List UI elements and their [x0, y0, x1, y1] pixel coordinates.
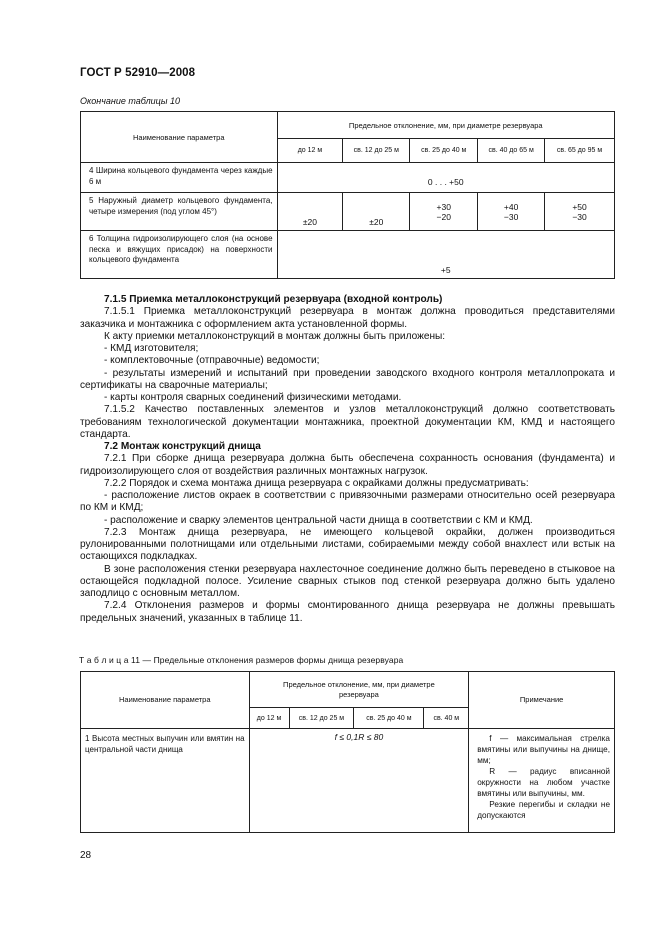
- list-item: - КМД изготовителя;: [104, 343, 199, 354]
- table11-subheader: св. 40 м: [424, 708, 469, 729]
- table10-merged-value: +5: [440, 265, 451, 275]
- table10-header-param: Наименование параметра: [81, 112, 278, 163]
- table10-value-cell: [545, 193, 615, 231]
- paragraph: 7.2.1 При сборке днища резервуара должна быть обеспечена сохранность основания (фундамента) и гидроизолирующего слоя от воздействия различных монтажных нагрузок.: [80, 453, 615, 477]
- table10-value-cell: [410, 193, 478, 231]
- table11-formula-cell: [249, 729, 469, 833]
- table11-formula: f ≤ 0,1R ≤ 80: [334, 732, 384, 742]
- table10-value-cell: [343, 193, 410, 231]
- paragraph: 7.2.4 Отклонения размеров и формы смонтированного днища резервуара не должны превышать предельных значений, указанных в таблице 11.: [80, 600, 615, 624]
- paragraph: В зоне расположения стенки резервуара нахлесточное соединение должно быть переведено в стыковое на остающейся подкладной полосе. Усиление сварных стыков под стенкой резервуара должно быть удалено заподлицо с основным металлом.: [80, 563, 615, 599]
- table10-caption: Окончание таблицы 10: [80, 96, 180, 106]
- table-10: [80, 111, 615, 279]
- table11-note-cell: [469, 729, 615, 833]
- section-heading: 7.2 Монтаж конструкций днища: [104, 441, 261, 452]
- list-item: - результаты измерений и испытаний при проведении заводского входного контроля металлопроката и сертификаты на сварочные материалы;: [80, 367, 615, 391]
- table10-value-cell: [277, 231, 614, 279]
- table10-value-cell: [277, 163, 614, 193]
- table10-value: ±20: [302, 217, 317, 227]
- table-11: [80, 671, 615, 833]
- table11-header-group: [249, 672, 469, 708]
- table10-value-upper: +30: [436, 202, 451, 212]
- table11-subheader: св. 25 до 40 м: [354, 708, 424, 729]
- page-number: 28: [80, 850, 92, 861]
- list-item: - комплектовочные (отправочные) ведомости;: [104, 355, 320, 367]
- paragraph: 7.2.3 Монтаж днища резервуара, не имеющего кольцевой окрайки, должен производиться рулонированными полотнищами или отдельными листами, собираемыми между собой внахлест или встык на остающихся подкладках.: [80, 526, 615, 563]
- table-row: [81, 193, 615, 231]
- table10-subheader: св. 40 до 65 м: [478, 139, 545, 163]
- paragraph: К акту приемки металлоконструкций в монтаж должны быть приложены:: [104, 330, 446, 342]
- table-row: [81, 163, 615, 193]
- table11-header-param: Наименование параметра: [81, 672, 250, 729]
- note-line: f — максимальная стрелка вмятины или выпучины на днище, мм;: [477, 734, 610, 765]
- table10-subheader: св. 25 до 40 м: [410, 139, 478, 163]
- table10-header-group: Предельное отклонение, мм, при диаметре резервуара: [277, 112, 614, 139]
- list-item: - расположение листов окраек в соответствии с привязочными размерами относительно осей резервуара по КМ и КМД;: [80, 490, 615, 514]
- table11-subheader: до 12 м: [249, 708, 289, 729]
- table10-param-cell: 5 Наружный диаметр кольцевого фундамента, четыре измерения (под углом 45°): [81, 193, 278, 231]
- body-text: [79, 294, 615, 665]
- section-heading: 7.1.5 Приемка металлоконструкций резервуара (входной контроль): [104, 294, 443, 305]
- table11-param-cell: 1 Высота местных выпучин или вмятин на центральной части днища: [81, 729, 250, 833]
- table10-value-cell: [277, 193, 343, 231]
- paragraph: 7.1.5.1 Приемка металлоконструкций резервуара в монтаж должна проводиться представителями заказчика и монтажника с оформлением акта установленной формы.: [80, 306, 615, 330]
- table10-value-lower: −30: [572, 212, 587, 222]
- table-row: [81, 729, 615, 833]
- document-header: ГОСТ Р 52910—2008: [80, 67, 196, 79]
- paragraph: 7.1.5.2 Качество поставленных элементов и узлов металлоконструкций должно соответствовать требованиям технологической документации монтажника, проектной документации КМ, КМД и настоящего стандарта.: [80, 404, 615, 440]
- list-item: - расположение и сварку элементов центральной части днища в соответствии с КМ и КМД.: [104, 514, 533, 526]
- table10-value-lower: −20: [436, 212, 451, 222]
- list-item: - карты контроля сварных соединений физическими методами.: [104, 392, 402, 403]
- table-row: [81, 231, 615, 279]
- table10-value-upper: +50: [572, 202, 587, 212]
- note-line: R — радиус вписанной окружности на любом участке вмятины или выпучины, мм.: [477, 767, 610, 798]
- table10-subheader: св. 12 до 25 м: [343, 139, 410, 163]
- table10-merged-value: 0 . . . +50: [427, 177, 464, 187]
- table11-header-group-text: Предельное отклонение, мм, при диаметре резервуара: [283, 679, 435, 699]
- table10-subheader: до 12 м: [277, 139, 343, 163]
- table10-value: ±20: [369, 217, 384, 227]
- table11-subheader: св. 12 до 25 м: [289, 708, 354, 729]
- paragraph: 7.2.2 Порядок и схема монтажа днища резервуара с окрайками должны предусматривать:: [104, 477, 529, 489]
- table10-param-cell: 6 Толщина гидроизолирующего слоя (на основе песка и вяжущих присадок) на поверхности кольцевого фундамента: [81, 231, 278, 279]
- table11-header-note: Примечание: [469, 672, 615, 729]
- table11-caption: Т а б л и ц а 11 — Предельные отклонения размеров формы днища резервуара: [79, 655, 404, 665]
- table10-value-upper: +40: [503, 202, 519, 212]
- table10-subheader: св. 65 до 95 м: [545, 139, 615, 163]
- table10-value-lower: −30: [503, 212, 519, 222]
- note-line: Резкие перегибы и складки не допускаются: [477, 800, 610, 820]
- table10-param-cell: 4 Ширина кольцевого фундамента через каждые 6 м: [81, 163, 278, 193]
- table10-value-cell: [478, 193, 545, 231]
